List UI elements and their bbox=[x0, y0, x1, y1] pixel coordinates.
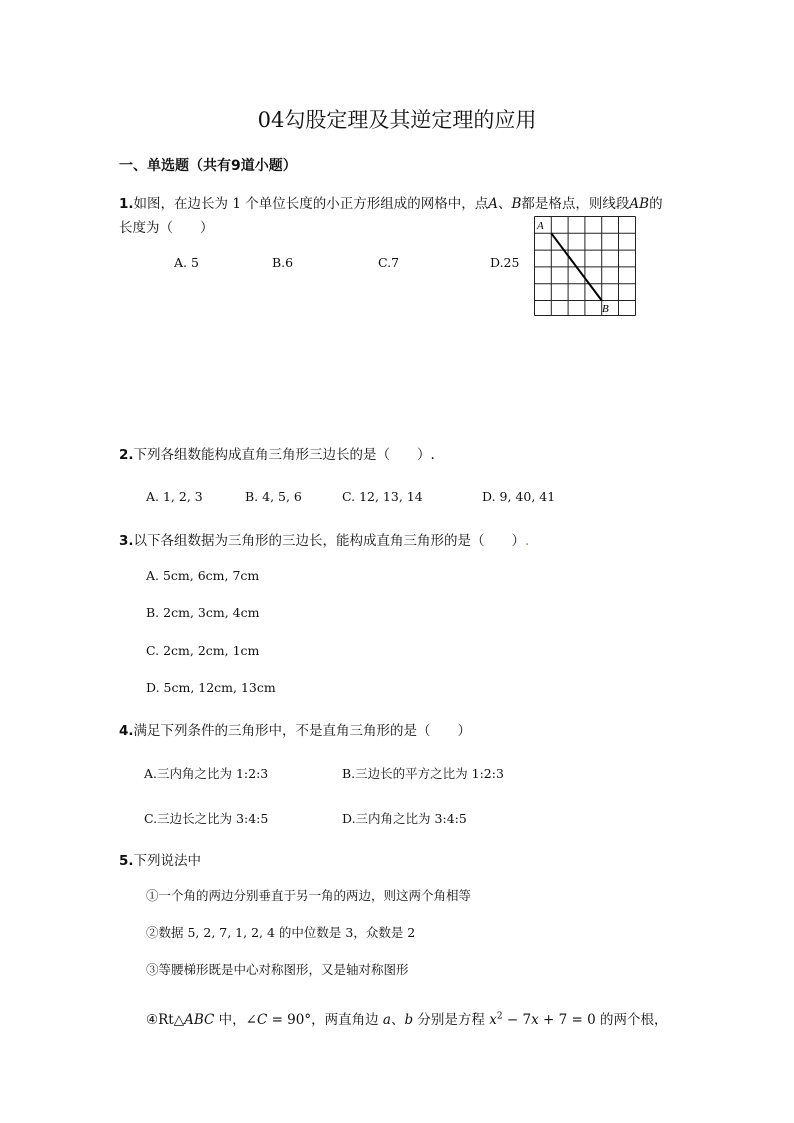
question-5-number: 5. bbox=[119, 853, 134, 869]
section-heading: 一、单选题（共有9道小题） bbox=[119, 158, 297, 174]
point-b-label: B bbox=[602, 303, 609, 315]
question-4-option-d: D.三内角之比为 3:4:5 bbox=[342, 811, 467, 826]
question-2-option-d: D. 9, 40, 41 bbox=[482, 489, 556, 504]
question-2-option-c: C. 12, 13, 14 bbox=[342, 489, 423, 504]
question-5-item-4: ④Rt△ABC 中，∠C = 90°，两直角边 a、b 分别是方程 $x^2 - 7x + 7 = 0$ 的两个根， bbox=[146, 1011, 668, 1028]
question-3-option-c: C. 2cm, 2cm, 1cm bbox=[146, 643, 260, 658]
question-3-option-b: B. 2cm, 3cm, 4cm bbox=[146, 605, 260, 620]
question-1-text: 1.如图，在边长为 1 个单位长度的小正方形组成的网格中，点A、B都是格点，则线段AB的 bbox=[119, 196, 663, 212]
question-1-option-d: D.25 bbox=[490, 255, 520, 270]
question-5-item-1: ①一个角的两边分别垂直于另一角的两边，则这两个角相等 bbox=[146, 888, 472, 903]
grid-figure bbox=[532, 214, 638, 318]
question-4-option-a: A.三内角之比为 1:2:3 bbox=[144, 766, 269, 781]
question-4-text: 4.满足下列条件的三角形中，不是直角三角形的是（ ） bbox=[119, 723, 472, 739]
point-a-label: A bbox=[537, 220, 544, 232]
question-1-option-a: A. 5 bbox=[174, 255, 199, 270]
question-5-text: 5.下列说法中 bbox=[119, 853, 202, 869]
question-2-number: 2. bbox=[119, 447, 134, 463]
question-3-option-a: A. 5cm, 6cm, 7cm bbox=[146, 568, 260, 583]
question-3-option-d: D. 5cm, 12cm, 13cm bbox=[146, 680, 276, 695]
grid-lines bbox=[535, 217, 636, 316]
question-1-line2: 长度为（ ） bbox=[119, 220, 214, 236]
question-2-option-b: B. 4, 5, 6 bbox=[245, 489, 302, 504]
question-4-option-c: C.三边长之比为 3:4:5 bbox=[144, 811, 269, 826]
question-3-number: 3. bbox=[119, 533, 134, 549]
question-4-option-b: B.三边长的平方之比为 1:2:3 bbox=[342, 766, 504, 781]
question-2-option-a: A. 1, 2, 3 bbox=[146, 489, 203, 504]
question-4-number: 4. bbox=[119, 723, 134, 739]
question-1-option-b: B.6 bbox=[272, 255, 294, 270]
question-2-text: 2.下列各组数能构成直角三角形三边长的是（ ）. bbox=[119, 447, 435, 463]
question-5-item-2: ②数据 5, 2, 7, 1, 2, 4 的中位数是 3，众数是 2 bbox=[146, 925, 416, 940]
page-title: 04勾股定理及其逆定理的应用 bbox=[257, 108, 537, 132]
question-3-text: 3.以下各组数据为三角形的三边长，能构成直角三角形的是（ ）. bbox=[119, 533, 530, 549]
question-1-number: 1. bbox=[119, 196, 134, 212]
question-5-item-3: ③等腰梯形既是中心对称图形，又是轴对称图形 bbox=[146, 962, 409, 977]
question-1-option-c: C.7 bbox=[378, 255, 400, 270]
